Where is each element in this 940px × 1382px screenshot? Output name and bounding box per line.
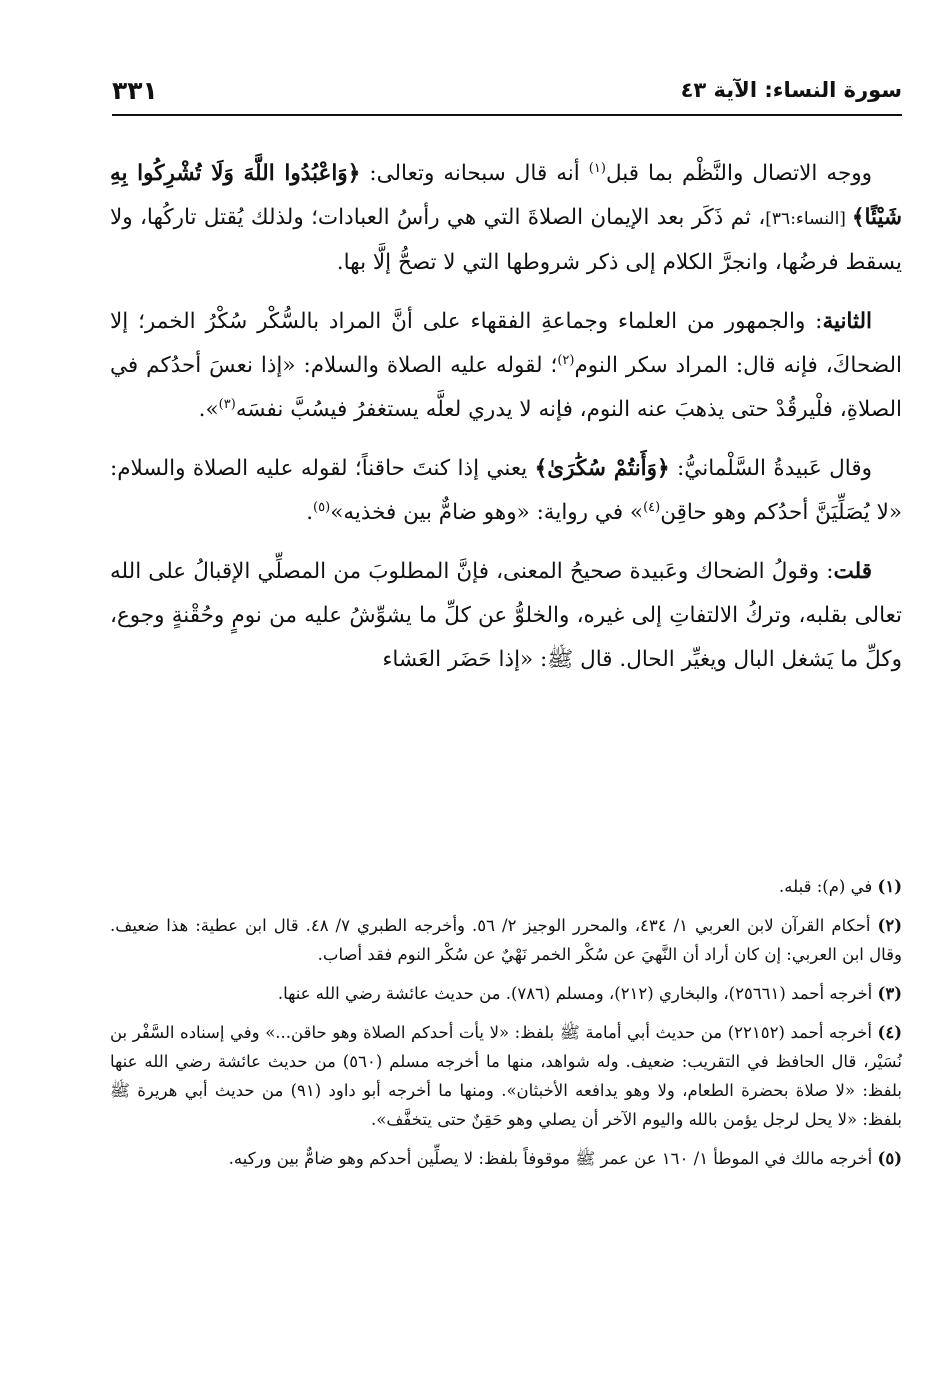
footnote-text: أخرجه أحمد (٢٥٦٦١)، والبخاري (٢١٢)، ومسلم (٧٨٦). من حديث عائشة رضي الله عنها. bbox=[277, 984, 878, 1003]
footnote-number: (٢) bbox=[877, 916, 902, 935]
verse-reference: [النساء:٣٦] bbox=[765, 209, 852, 229]
text: : والجمهور من العلماء وجماعةِ الفقهاء على أنَّ المراد بالسُّكْر سُكْرُ الخمر؛ إلا الضحاكَ، فإنه قال: المراد سكر النوم bbox=[110, 309, 902, 378]
text: يعني إذا كنتَ حاقناً؛ لقوله عليه الصلاة والسلام: «لا يُصَلِّيَنَّ أحدُكم وهو حاقِن bbox=[110, 456, 902, 525]
text: : وقولُ الضحاك وعَبيدة صحيحُ المعنى، فإنَّ المطلوبَ من المصلِّي الإقبالُ على الله تعالى بقلبه، وتركُ الالتفاتِ إلى غيره، والخلوُّ عن كلِّ ما يشوِّشُ عليه من نومٍ وحُقْنةٍ وجوع، وكلِّ ما يَشغل البال ويغيِّر الحال. قال ﷺ: «إذا حَضَر العَشاء bbox=[110, 559, 902, 672]
footnote-text: أحكام القرآن لابن العربي ١/ ٤٣٤، والمحرر الوجيز ٢/ ٥٦. وأخرجه الطبري ٧/ ٤٨. قال ابن عطية: هذا ضعيف. وقال ابن العربي: إن كان أراد أن النَّهيَ عن سُكْر الخمر نَهْيٌ عن سُكْر النوم فقد أصاب. bbox=[110, 916, 902, 964]
page-header bbox=[112, 70, 902, 116]
quran-open-bracket: ﴿ bbox=[657, 456, 670, 481]
section-lead: قلت bbox=[833, 559, 872, 584]
footnote-text: أخرجه أحمد (٢٢١٥٢) من حديث أبي أمامة ﷺ بلفظ: «لا يأت أحدكم الصلاة وهو حاقن...» وفي إسناده السَّفْر بن نُسَيْر، قال الحافظ في التقريب: ضعيف. وله شواهد، منها ما أخرجه مسلم (٥٦٠) من حديث عائشة رضي الله عنها بلفظ: «لا صلاة بحضرة الطعام، ولا وهو يدافعه الأخبثان». ومنها ما أخرجه أبو داود (٩١) من حديث أبي هريرة ﷺ بلفظ: «لا يحل لرجل يؤمن بالله واليوم الآخر أن يصلي وهو حَقِنٌ حتى يتخفَّف». bbox=[110, 1023, 902, 1129]
footnote-1 bbox=[110, 872, 902, 901]
quran-verse: وَأَنتُمْ سُكَٰرَىٰ bbox=[547, 456, 658, 481]
quran-close-bracket: ﴾ bbox=[851, 205, 865, 230]
footnote-number: (٤) bbox=[877, 1023, 902, 1042]
footnote-text: في (م): قبله. bbox=[779, 877, 878, 896]
running-title: سورة النساء: الآية ٤٣ bbox=[680, 78, 902, 102]
quran-close-bracket: ﴾ bbox=[534, 456, 548, 481]
text: أنه قال سبحانه وتعالى: bbox=[360, 161, 589, 186]
footnote-ref-3[interactable]: (٣) bbox=[218, 396, 236, 412]
quran-verse: وَاعْبُدُوا اللَّهَ وَلَا تُشْرِكُوا بِهِ شَيْئًا bbox=[110, 161, 902, 230]
text: » في رواية: «وهو ضامٌّ بين فخذيه» bbox=[330, 500, 644, 525]
page-number: ٣٣١ bbox=[112, 76, 158, 105]
paragraph-2 bbox=[110, 300, 902, 432]
text: ووجه الاتصال والنَّظْم بما قبل bbox=[605, 161, 872, 186]
footnote-text: أخرجه مالك في الموطأ ١/ ١٦٠ عن عمر ﷺ موقوفاً بلفظ: لا يصلِّين أحدكم وهو ضامٌّ بين وركيه. bbox=[228, 1149, 878, 1168]
text: ». bbox=[198, 397, 219, 422]
footnotes bbox=[110, 872, 902, 1183]
footnote-ref-1[interactable]: (١) bbox=[588, 160, 606, 176]
footnote-number: (١) bbox=[877, 877, 902, 896]
footnote-2 bbox=[110, 911, 902, 969]
section-lead: الثانية bbox=[822, 309, 872, 334]
footnote-4 bbox=[110, 1018, 902, 1134]
main-text bbox=[110, 152, 902, 697]
footnote-number: (٣) bbox=[877, 984, 902, 1003]
footnote-ref-4[interactable]: (٤) bbox=[643, 499, 661, 515]
text: . bbox=[306, 500, 314, 525]
footnote-3 bbox=[110, 979, 902, 1008]
text: ، ثم ذَكَر بعد الإيمان الصلاةَ التي هي رأسُ العبادات؛ ولذلك يُقتل تاركُها، ولا يسقط فرضُها، وانجرَّ الكلام إلى ذكر شروطها التي لا تصحُّ إلَّا بها. bbox=[110, 205, 902, 275]
quran-open-bracket: ﴿ bbox=[347, 161, 361, 186]
footnote-ref-5[interactable]: (٥) bbox=[313, 499, 331, 515]
footnote-5 bbox=[110, 1144, 902, 1173]
text: ؛ لقوله عليه الصلاة والسلام: «إذا نعسَ أحدُكم في الصلاةِ، فلْيرقُدْ حتى يذهبَ عنه النوم، فإنه لا يدري لعلَّه يستغفرُ فيسُبَّ نفسَه bbox=[110, 353, 902, 422]
paragraph-4 bbox=[110, 550, 902, 682]
footnote-number: (٥) bbox=[877, 1149, 902, 1168]
paragraph-1 bbox=[110, 152, 902, 285]
text: وقال عَبيدةُ السَّلْمانيُّ: bbox=[669, 456, 873, 481]
paragraph-3 bbox=[110, 447, 902, 535]
footnote-ref-2[interactable]: (٢) bbox=[557, 352, 575, 368]
